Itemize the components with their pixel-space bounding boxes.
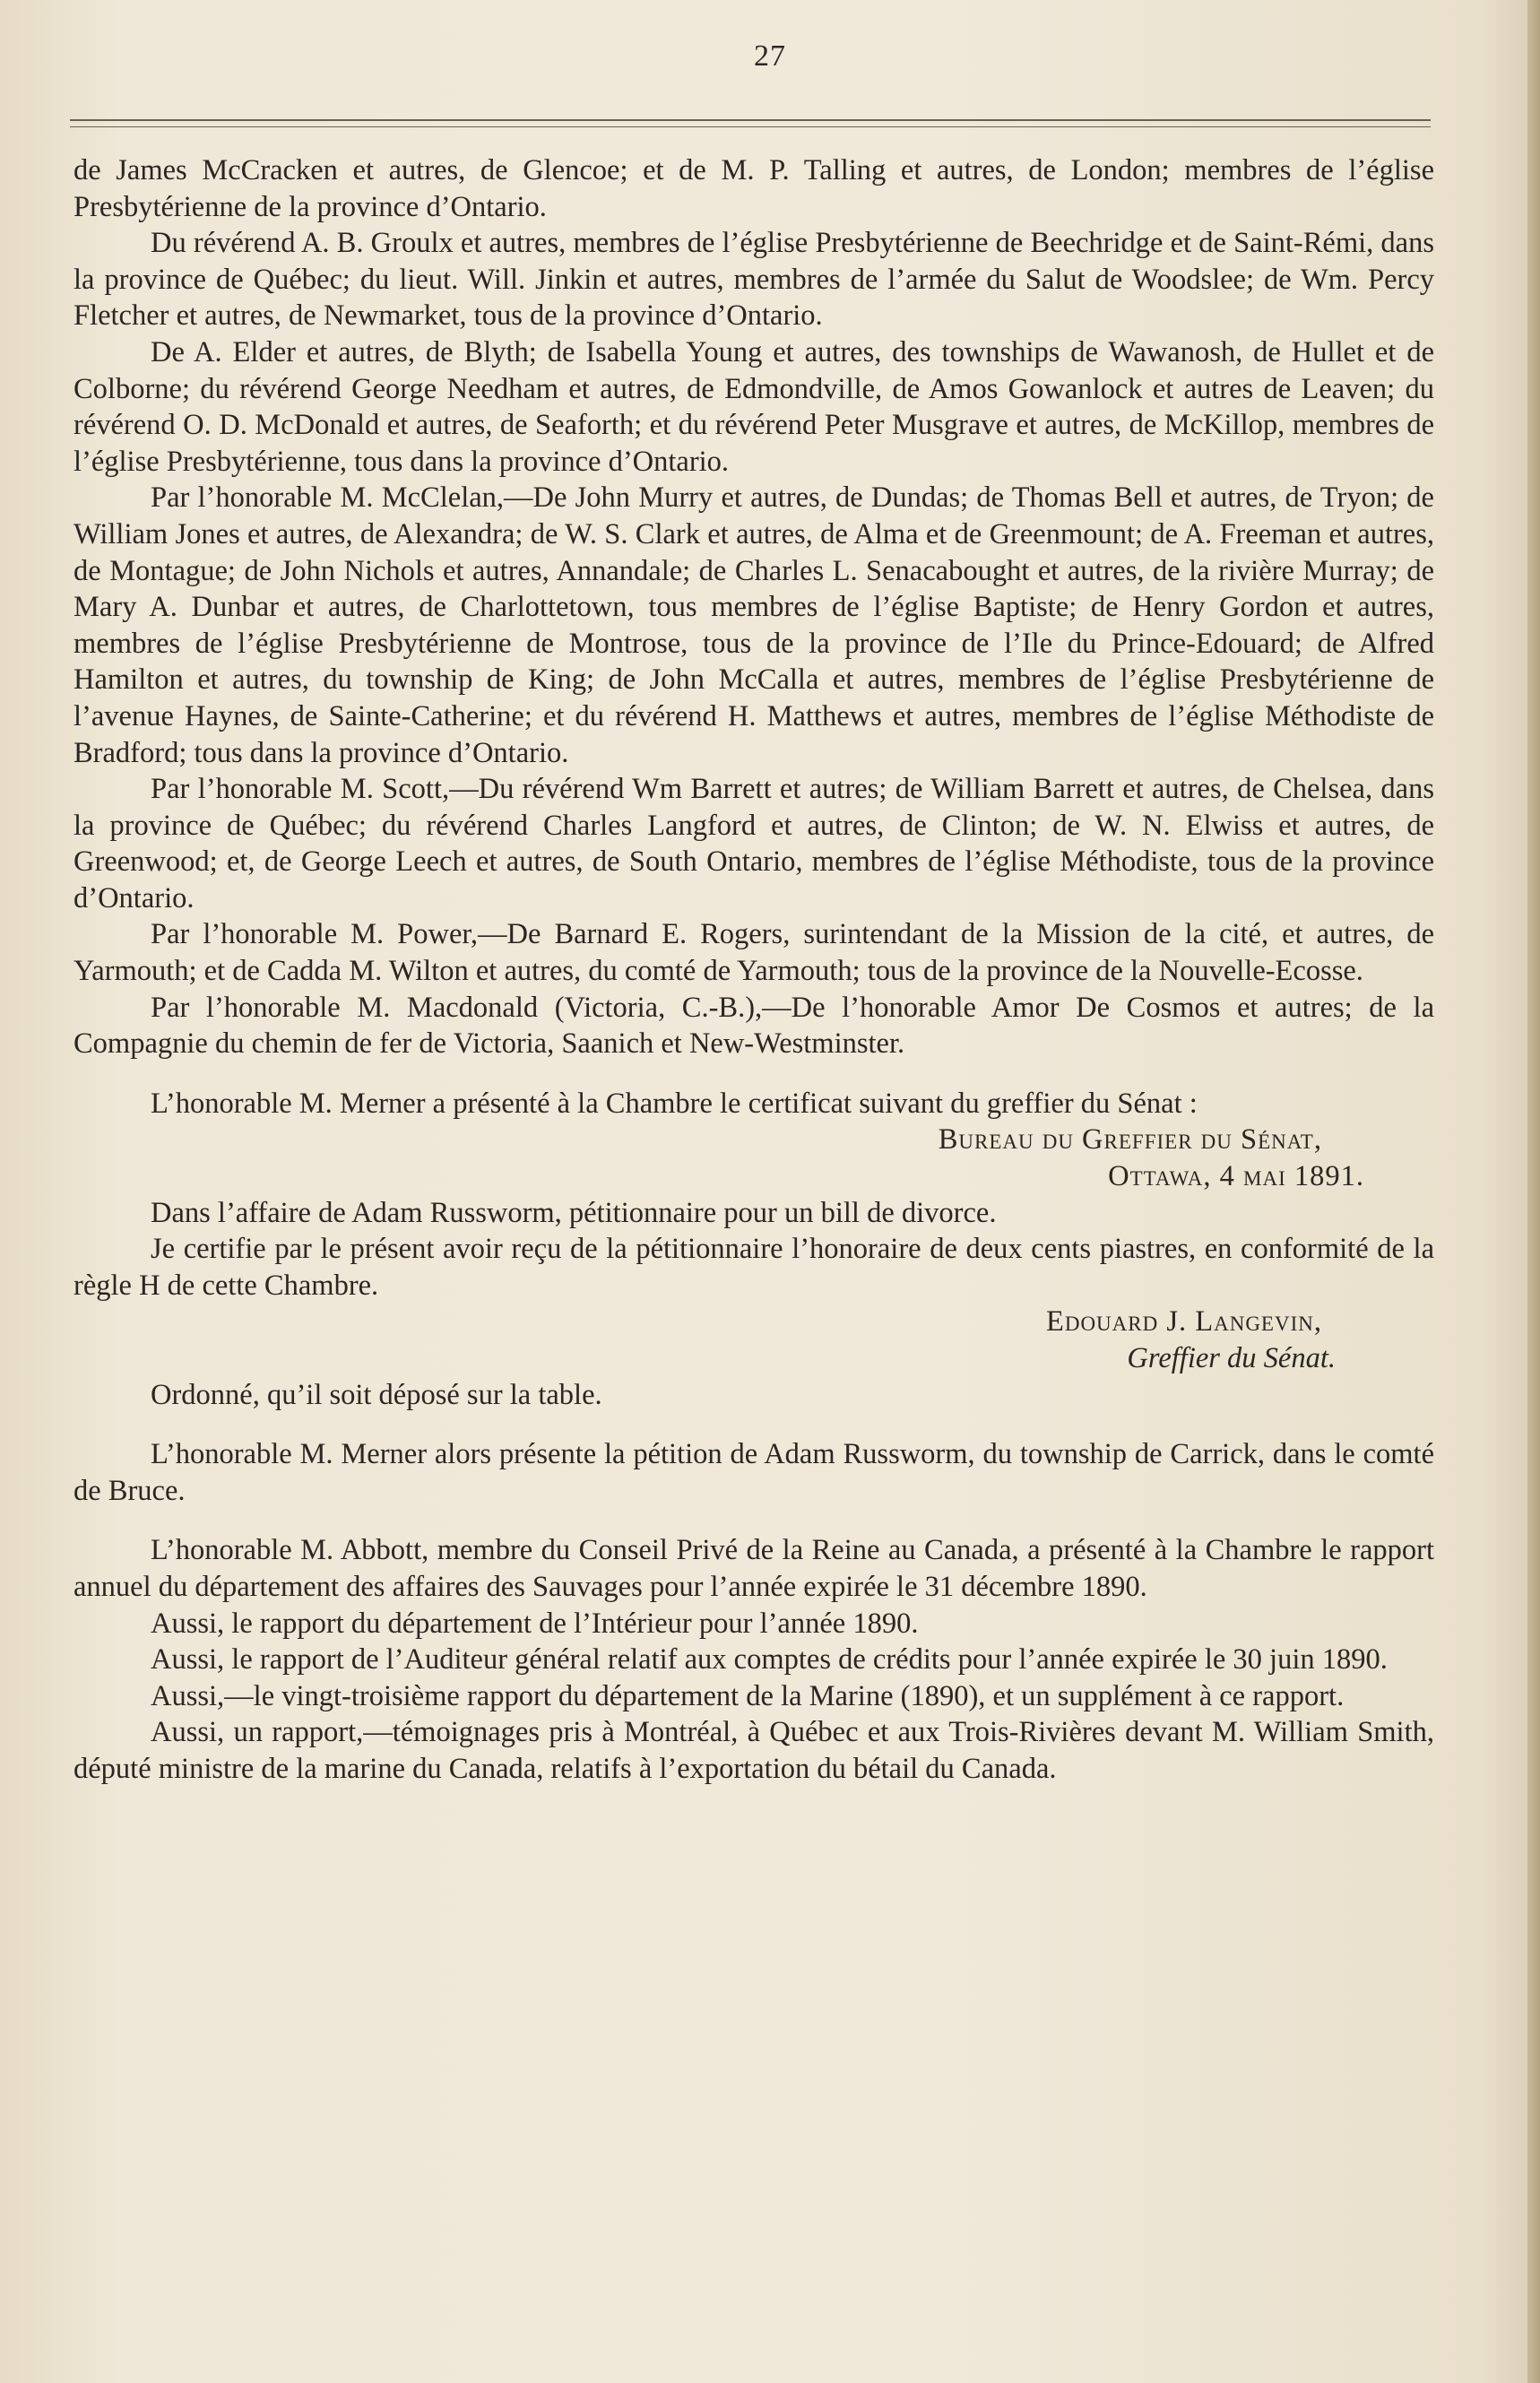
body-text xyxy=(74,152,1434,1788)
paragraph: Par l’honorable M. Power,—De Barnard E. Rogers, surintendant de la Mission de la cité, et autres, de Yarmouth; et de Cadda M. Wilton et autres, du comté de Yarmouth; tous de la province de la Nouvelle-Ecosse. xyxy=(74,918,1434,988)
paragraph: De A. Elder et autres, de Blyth; de Isabella Young et autres, des townships de Wawanosh, de Hullet et de Colborne; du révérend George Needham et autres, de Edmondville, de Amos Gowanlock et autres de Leaven; du révérend O. D. McDonald et autres, de Seaforth; et du révérend Peter Musgrave et autres, de McKillop, membres de l’église Presbytérienne, tous dans la province d’Ontario. xyxy=(74,335,1434,478)
abbott-paragraph: L’honorable M. Abbott, membre du Conseil Privé de la Reine au Canada, a présenté à la Chambre le rapport annuel du département des affaires des Sauvages pour l’année expirée le 31 décembre 1890. xyxy=(74,1534,1434,1603)
paragraph: Par l’honorable M. McClelan,—De John Murry et autres, de Dundas; de Thomas Bell et autres, de Tryon; de William Jones et autres, de Alexandra; de W. S. Clark et autres, de Alma et de Greenmount; de A. Freeman et autres, de Montague; de John Nichols et autres, Annandale; de Charles L. Senacabought et autres, de la rivière Murray; de Mary A. Dunbar et autres, de Charlottetown, tous membres de l’église Baptiste; de Henry Gordon et autres, membres de l’église Presbytérienne de Montrose, tous de la province de l’Ile du Prince-Edouard; de Alfred Hamilton et autres, du township de King; de John McCalla et autres, membres de l’église Presbytérienne de l’avenue Haynes, de Sainte-Catherine; et du révérend H. Matthews et autres, membres de l’église Méthodiste de Bradford; tous dans la province d’Ontario. xyxy=(74,481,1434,769)
signature-name: Edouard J. Langevin, xyxy=(1045,1305,1322,1339)
page-number: 27 xyxy=(754,39,786,73)
certificate-body: Je certifie par le présent avoir reçu de la pétitionnaire l’honoraire de deux cents piastres, en conformité de la règle H de cette Chambre. xyxy=(74,1233,1434,1302)
merner-petition: L’honorable M. Merner alors présente la pétition de Adam Russworm, du township de Carrick, dans le comté de Bruce. xyxy=(74,1438,1434,1507)
page-edge-shadow xyxy=(1527,0,1540,2383)
header-rule-thin xyxy=(70,126,1431,127)
certificate-subject: Dans l’affaire de Adam Russworm, pétitionnaire pour un bill de divorce. xyxy=(151,1196,997,1229)
place-date: Ottawa, 4 mai 1891. xyxy=(1108,1160,1364,1193)
paragraph: Par l’honorable M. Macdonald (Victoria, C.-B.),—De l’honorable Amor De Cosmos et autres; de la Compagnie du chemin de fer de Victoria, Saanich et New-Westminster. xyxy=(74,991,1434,1061)
certificate-place-date xyxy=(74,1158,1434,1195)
abbott-paragraph: Aussi,—le vingt-troisième rapport du département de la Marine (1890), et un supplément à ce rapport. xyxy=(151,1679,1345,1712)
abbott-paragraph: Aussi, le rapport de l’Auditeur général relatif aux comptes de crédits pour l’année expirée le 30 juin 1890. xyxy=(151,1643,1388,1677)
paragraph: Du révérend A. B. Groulx et autres, membres de l’église Presbytérienne de Beechridge et de Saint-Rémi, dans la province de Québec; du lieut. Will. Jinkin et autres, membres de l’armée du Salut de Woodslee; de Wm. Percy Fletcher et autres, de Newmarket, tous de la province d’Ontario. xyxy=(74,227,1434,333)
certificate-intro: L’honorable M. Merner a présenté à la Chambre le certificat suivant du greffier du Sénat : xyxy=(151,1087,1198,1120)
abbott-paragraph: Aussi, un rapport,—témoignages pris à Montréal, à Québec et aux Trois-Rivières devant M. William Smith, député ministre de la marine du Canada, relatifs à l’exportation du bétail du Canada. xyxy=(74,1716,1434,1785)
ordonne-line: Ordonné, qu’il soit déposé sur la table. xyxy=(151,1378,602,1411)
abbott-paragraph: Aussi, le rapport du département de l’Intérieur pour l’année 1890. xyxy=(151,1607,919,1640)
signature-title: Greffier du Sénat. xyxy=(1127,1342,1336,1374)
paragraph: Par l’honorable M. Scott,—Du révérend Wm Barrett et autres; de William Barrett et autres, de Chelsea, dans la province de Québec; du révérend Charles Langford et autres, de Clinton; de W. N. Elwiss et autres, de Greenwood; et, de George Leech et autres, de South Ontario, membres de l’église Méthodiste, tous de la province d’Ontario. xyxy=(74,773,1434,914)
paragraph: de James McCracken et autres, de Glencoe; et de M. P. Talling et autres, de London; membres de l’église Presbytérienne de la province d’Ontario. xyxy=(74,154,1434,223)
header-rule xyxy=(70,119,1431,121)
certificate-heading: Bureau du Greffier du Sénat, xyxy=(938,1123,1322,1157)
